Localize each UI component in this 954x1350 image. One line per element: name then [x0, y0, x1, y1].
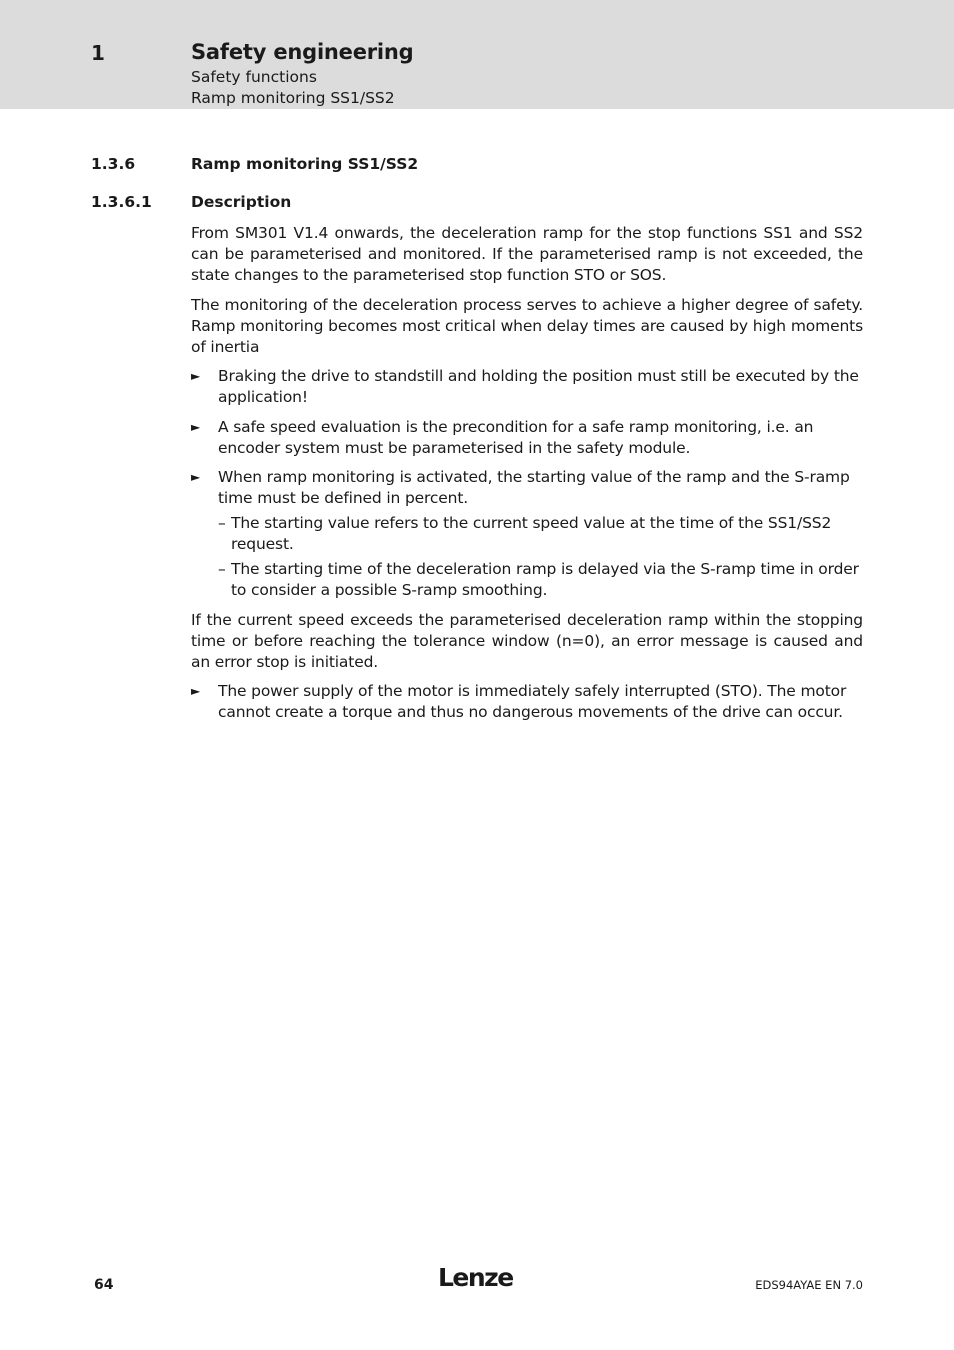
paragraph-intro: From SM301 V1.4 onwards, the deceleration ramp for the stop functions SS1 and SS2 can be parameterised and monitored. If the parameterised ramp is not exceeded, the state changes to the parameterised stop function STO or SOS.	[191, 224, 863, 284]
bullet-arrow-icon: ►	[191, 470, 201, 484]
header-band	[0, 0, 954, 109]
chapter-number: 1	[91, 41, 105, 65]
page-number: 64	[94, 1277, 114, 1293]
dash-icon: –	[218, 514, 226, 532]
subsection-title: Description	[191, 193, 292, 211]
document-id: EDS94AYAE EN 7.0	[755, 1278, 863, 1292]
bullet-text: Braking the drive to standstill and holding the position must still be executed by the application!	[218, 367, 859, 406]
bullet-text: The power supply of the motor is immediately safely interrupted (STO). The motor cannot create a torque and thus no dangerous movements of the drive can occur.	[218, 682, 847, 721]
sub-bullet-text: The starting value refers to the current speed value at the time of the SS1/SS2 request.	[231, 514, 832, 553]
paragraph-error: If the current speed exceeds the parameterised deceleration ramp within the stopping time or before reaching the tolerance window (n=0), an error message is caused and an error stop is initiated.	[191, 611, 863, 671]
section-number: 1.3.6	[91, 155, 136, 173]
paragraph-monitoring: The monitoring of the deceleration process serves to achieve a higher degree of safety. Ramp monitoring becomes most critical when delay times are caused by high moments of inertia	[191, 296, 863, 356]
chapter-title: Safety engineering	[191, 40, 414, 64]
bullet-arrow-icon: ►	[191, 369, 201, 383]
dash-icon: –	[218, 560, 226, 578]
section-title: Ramp monitoring SS1/SS2	[191, 155, 419, 173]
breadcrumb-safety-functions: Safety functions	[191, 68, 317, 86]
bullet-arrow-icon: ►	[191, 684, 201, 698]
lenze-logo: Lenze	[438, 1263, 513, 1292]
bullet-text: A safe speed evaluation is the precondition for a safe ramp monitoring, i.e. an encoder system must be parameterised in the safety module.	[218, 418, 814, 457]
bullet-text: When ramp monitoring is activated, the starting value of the ramp and the S-ramp time must be defined in percent.	[218, 468, 850, 507]
subsection-number: 1.3.6.1	[91, 193, 152, 211]
sub-bullet-text: The starting time of the deceleration ramp is delayed via the S-ramp time in order to consider a possible S-ramp smoothing.	[231, 560, 859, 599]
bullet-arrow-icon: ►	[191, 420, 201, 434]
breadcrumb-ramp-monitoring: Ramp monitoring SS1/SS2	[191, 89, 395, 107]
